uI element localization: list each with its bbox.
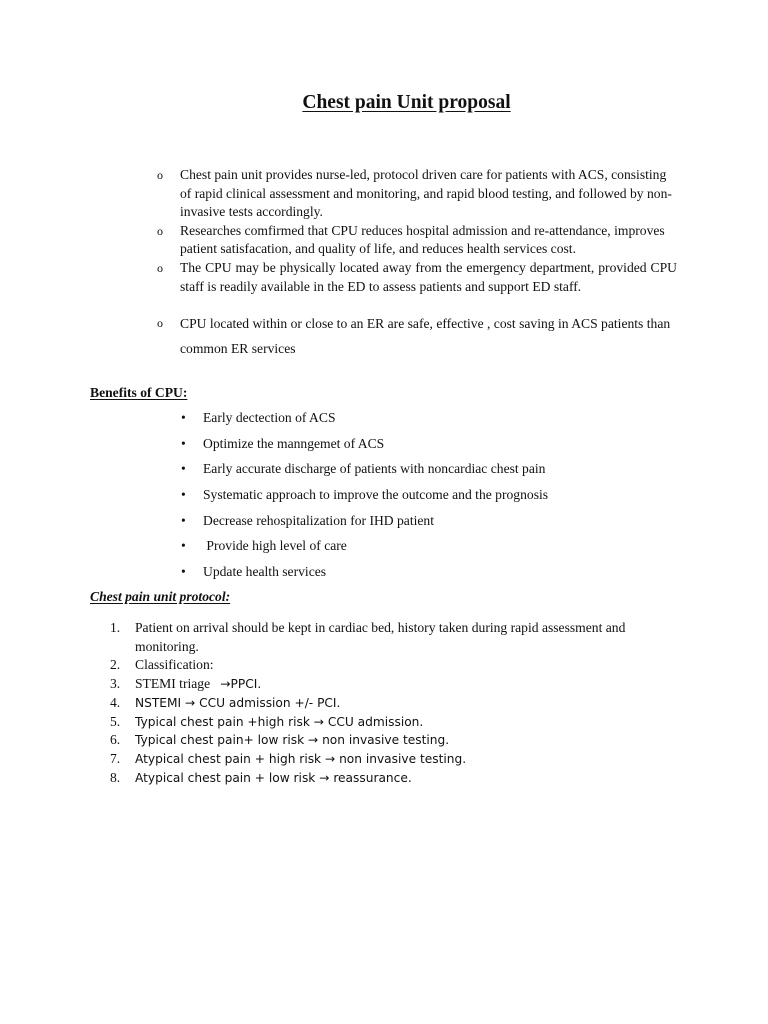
list-item	[181, 513, 548, 539]
bullet-icon: •	[181, 435, 186, 451]
step-text: Classification:	[135, 657, 214, 673]
benefit-text: Update health services	[203, 564, 327, 580]
intro-point-text: Researches comfirmed that CPU reduces hospital admission and re-attendance, improves patient satisfacation, and quality of life, and reduces health services cost.	[180, 222, 665, 257]
step-number: 3.	[110, 676, 121, 692]
benefit-text: Decrease rehospitalization for IHD patient	[203, 512, 434, 528]
benefits-list	[181, 410, 548, 590]
step-number: 4.	[110, 694, 121, 710]
intro-point-text: The CPU may be physically located away from the emergency department, provided CPU staff is readily available in the ED to assess patients and support ED staff.	[180, 259, 677, 294]
benefit-text: Systematic approach to improve the outcome and the prognosis	[203, 487, 549, 503]
benefits-heading: Benefits of CPU:	[90, 385, 188, 400]
list-item	[181, 410, 548, 436]
list-item	[157, 259, 677, 296]
benefit-text: Optimize the manngemet of ACS	[203, 435, 385, 451]
protocol-list	[110, 619, 670, 787]
list-item	[181, 487, 548, 513]
bullet-icon: •	[181, 487, 186, 503]
list-item	[110, 656, 670, 675]
circle-bullet-icon: o	[157, 223, 163, 238]
bullet-icon: •	[181, 410, 186, 425]
bullet-icon: •	[181, 564, 186, 580]
list-item	[110, 619, 670, 656]
step-number: 8.	[110, 769, 121, 785]
page-title: Chest pain Unit proposal	[302, 92, 511, 113]
intro-list	[157, 166, 677, 361]
list-item	[181, 564, 548, 590]
list-item	[157, 166, 677, 222]
list-item	[157, 311, 677, 361]
list-item	[181, 538, 548, 564]
list-item	[181, 436, 548, 462]
step-number: 2.	[110, 657, 121, 673]
step-number: 7.	[110, 750, 121, 766]
circle-bullet-icon: o	[157, 168, 163, 182]
step-number: 5.	[110, 713, 121, 729]
protocol-heading: Chest pain unit protocol:	[90, 589, 231, 604]
list-item	[181, 461, 548, 487]
bullet-icon: •	[181, 512, 186, 528]
benefit-text: Provide high level of care	[203, 538, 347, 554]
benefit-text: Early accurate discharge of patients with noncardiac chest pain	[203, 461, 546, 477]
list-item	[157, 222, 677, 259]
step-text: Typical chest pain+ low risk → non invasive testing.	[135, 733, 450, 748]
step-number: 6.	[110, 732, 121, 748]
list-item	[110, 731, 670, 750]
step-text: Patient on arrival should be kept in cardiac bed, history taken during rapid assessment and monitoring.	[135, 620, 626, 654]
bullet-icon: •	[181, 538, 186, 554]
step-text: Typical chest pain +high risk → CCU admission.	[135, 714, 424, 729]
list-item	[110, 675, 670, 694]
step-text: Atypical chest pain + low risk → reassurance.	[135, 770, 412, 785]
list-item	[110, 694, 670, 713]
list-item	[110, 750, 670, 769]
step-text: Atypical chest pain + high risk → non invasive testing.	[135, 751, 467, 766]
list-item	[110, 713, 670, 732]
intro-point-text: Chest pain unit provides nurse-led, protocol driven care for patients with ACS, consisting of rapid clinical assessment and monitoring, and rapid blood testing, and followed by non-invasive tests accordingly.	[180, 167, 672, 220]
intro-point-text: CPU located within or close to an ER are safe, effective , cost saving in ACS patients than common ER services	[180, 316, 671, 357]
circle-bullet-icon: o	[157, 260, 163, 275]
step-number: 1.	[110, 620, 121, 635]
step-text: STEMI triage	[135, 676, 221, 692]
list-item	[110, 769, 670, 788]
benefit-text: Early dectection of ACS	[203, 410, 336, 425]
step-text-arrow: →PPCI.	[220, 677, 262, 692]
bullet-icon: •	[181, 461, 186, 477]
circle-bullet-icon: o	[157, 316, 163, 331]
step-text: NSTEMI → CCU admission +/- PCI.	[135, 695, 341, 710]
